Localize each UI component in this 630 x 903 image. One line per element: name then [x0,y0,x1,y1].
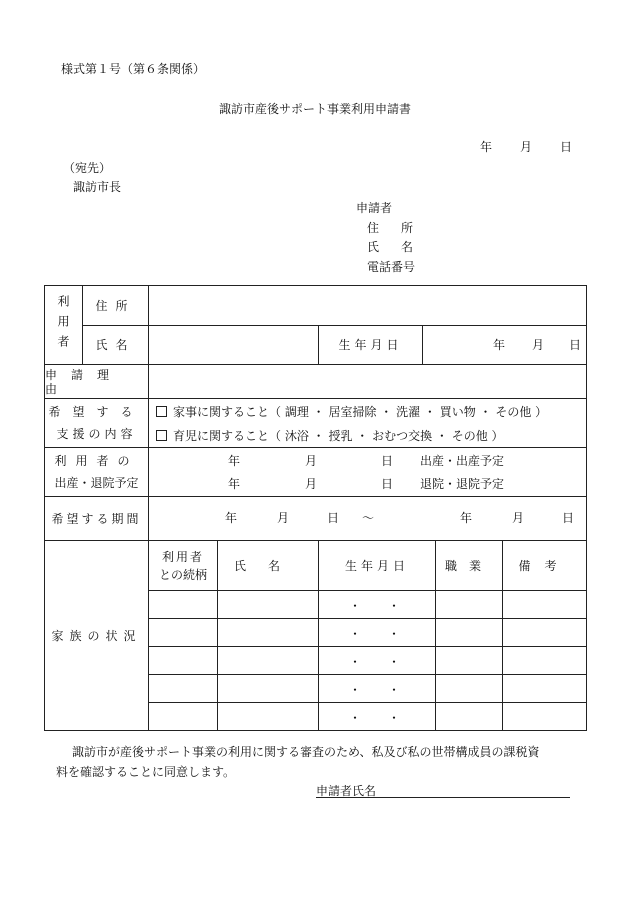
consent-line-2: 料を確認することに同意します。 [56,765,236,779]
user-address-field[interactable] [149,286,586,325]
date-day: 日 [560,140,573,154]
period-start-year: 年 [225,511,238,525]
family-col-name: 氏名 [233,558,302,573]
user-name-label: 氏名 [95,338,136,352]
user-birthdate-label: 生年月日 [338,338,403,352]
grid-line [148,674,587,675]
date-year: 年 [480,140,493,154]
birthdate-separator: ・ [348,599,361,613]
grid-line [148,702,587,703]
grid-line [148,590,587,591]
period-start-month: 月 [277,511,290,525]
period-end-year: 年 [460,511,473,525]
housework-option-label: 家事に関すること（ 調理 ・ 居室掃除 ・ 洗濯 ・ 買い物 ・ その他 ） [173,405,548,419]
birth-month: 月 [532,338,545,352]
family-col-relation: 利用者 との続柄 [158,549,207,582]
birthdate-separator: ・ [387,711,400,725]
grid-line [148,646,587,647]
birth-day: 日 [569,338,582,352]
birth-option[interactable]: 出産・出産予定 [420,454,505,468]
birthdate-separator: ・ [348,655,361,669]
support-label: 希望する 支援の内容 [48,405,145,441]
support-option-housework[interactable] [156,403,547,420]
schedule-label: 利用者の 出産・退院予定 [54,454,139,490]
period-tilde: ～ [362,511,375,525]
signature-field[interactable] [316,782,570,798]
period-start-day: 日 [327,511,340,525]
grid-line [148,618,587,619]
grid-line [586,285,587,731]
grid-line [44,730,587,731]
applicant-phone-label: 電話番号 [367,260,416,274]
consent-line-1: 諏訪市が産後サポート事業の利用に関する審査のため、私及び私の世帯構成員の課税資 [72,745,540,759]
family-col-note: 備考 [518,558,571,573]
schedule-discharge-day: 日 [381,477,394,491]
birthdate-separator: ・ [348,627,361,641]
housework-checkbox[interactable] [156,406,167,417]
schedule-birth-day: 日 [381,454,394,468]
period-label: 希望する期間 [51,511,142,526]
family-col-job: 職業 [444,558,493,573]
family-label: 家族の状況 [51,628,142,643]
childcare-checkbox[interactable] [156,430,167,441]
user-section-label: 利用者 [56,295,70,355]
schedule-discharge-year: 年 [228,477,241,491]
addressee-label: （宛先） [63,161,112,175]
user-name-field[interactable] [149,326,318,364]
period-end-day: 日 [562,511,575,525]
reason-field[interactable] [149,365,586,398]
birthdate-separator: ・ [348,711,361,725]
addressee: 諏訪市長 [73,180,122,194]
schedule-birth-year: 年 [228,454,241,468]
applicant-address-label: 住所 [367,221,436,235]
submission-date[interactable] [480,140,572,154]
family-col-birthdate: 生年月日 [344,558,409,573]
date-month: 月 [520,140,533,154]
schedule-discharge-month: 月 [305,477,318,491]
user-address-label: 住所 [95,298,136,313]
applicant-name-label: 氏名 [367,240,436,254]
birthdate-separator: ・ [387,599,400,613]
birthdate-separator: ・ [387,627,400,641]
birthdate-separator: ・ [348,683,361,697]
schedule-birth-month: 月 [305,454,318,468]
discharge-option[interactable]: 退院・退院予定 [420,477,505,491]
form-number: 様式第１号（第６条関係） [61,62,206,76]
applicant-label: 申請者 [356,201,393,215]
birthdate-separator: ・ [387,683,400,697]
reason-label: 申請理由 [45,367,124,396]
user-birthdate-field[interactable] [423,326,586,364]
childcare-option-label: 育児に関すること（ 沐浴 ・ 授乳 ・ おむつ交換 ・ その他 ） [173,429,504,443]
support-option-childcare[interactable] [156,427,504,444]
birthdate-separator: ・ [387,655,400,669]
signature-label: 申請者氏名 [316,784,377,798]
period-end-month: 月 [512,511,525,525]
consent-statement [56,742,586,782]
page-title: 諏訪市産後サポート事業利用申請書 [218,102,411,116]
birth-year: 年 [493,338,506,352]
